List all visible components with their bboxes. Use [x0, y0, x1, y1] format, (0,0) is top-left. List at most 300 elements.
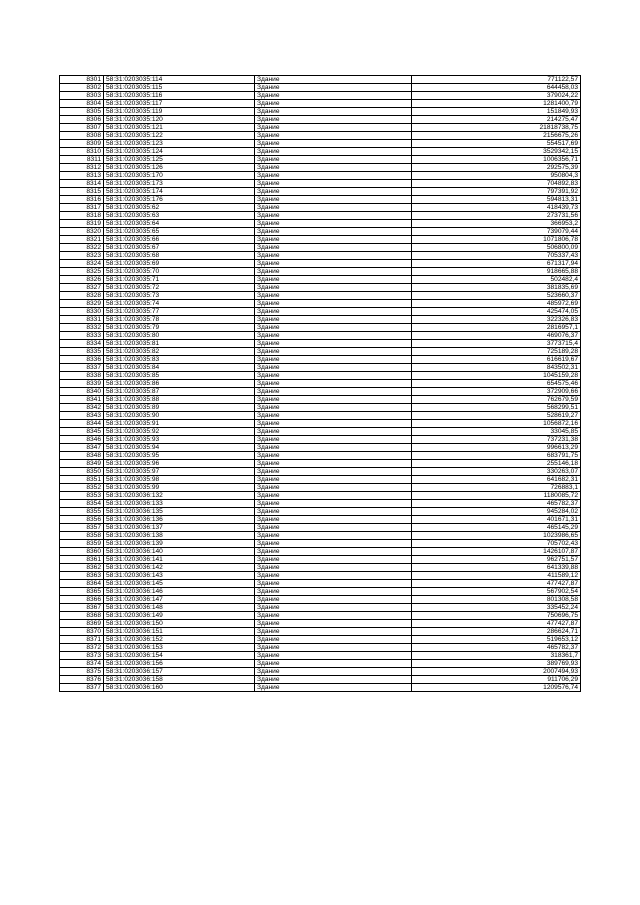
cadastral-value-cell: 21818738,75: [412, 124, 581, 132]
row-number-cell: 8345: [60, 428, 104, 436]
cadastral-value-cell: 750696,75: [412, 612, 581, 620]
table-row: [60, 116, 581, 124]
table-row: [60, 356, 581, 364]
cadastral-value-cell: 528619,27: [412, 412, 581, 420]
cadastral-number-cell: 58:31:0203035:115: [104, 84, 255, 92]
cadastral-value-cell: 523660,37: [412, 292, 581, 300]
cadastral-value-cell: 477427,87: [412, 580, 581, 588]
cadastral-number-cell: 58:31:0203035:117: [104, 100, 255, 108]
cadastral-number-cell: 58:31:0203035:78: [104, 316, 255, 324]
row-number-cell: 8377: [60, 684, 104, 692]
cadastral-value-cell: 255146,18: [412, 460, 581, 468]
table-row: [60, 500, 581, 508]
cadastral-number-cell: 58:31:0203036:140: [104, 548, 255, 556]
table-row: [60, 100, 581, 108]
cadastral-value-cell: 1023986,65: [412, 532, 581, 540]
object-type-cell: Здание: [255, 604, 412, 612]
cadastral-value-cell: 762679,59: [412, 396, 581, 404]
cadastral-number-cell: 58:31:0203036:137: [104, 524, 255, 532]
cadastral-number-cell: 58:31:0203035:176: [104, 196, 255, 204]
table-row: [60, 444, 581, 452]
table-row: [60, 628, 581, 636]
cadastral-number-cell: 58:31:0203036:146: [104, 588, 255, 596]
cadastral-number-cell: 58:31:0203035:73: [104, 292, 255, 300]
table-row: [60, 436, 581, 444]
cadastral-value-cell: 918665,88: [412, 268, 581, 276]
object-type-cell: Здание: [255, 580, 412, 588]
object-type-cell: Здание: [255, 644, 412, 652]
table-row: [60, 292, 581, 300]
row-number-cell: 8329: [60, 300, 104, 308]
object-type-cell: Здание: [255, 452, 412, 460]
row-number-cell: 8340: [60, 388, 104, 396]
row-number-cell: 8354: [60, 500, 104, 508]
object-type-cell: Здание: [255, 164, 412, 172]
object-type-cell: Здание: [255, 236, 412, 244]
cadastral-number-cell: 58:31:0203036:156: [104, 660, 255, 668]
cadastral-number-cell: 58:31:0203036:150: [104, 620, 255, 628]
row-number-cell: 8336: [60, 356, 104, 364]
cadastral-value-cell: 705337,43: [412, 252, 581, 260]
cadastral-number-cell: 58:31:0203035:82: [104, 348, 255, 356]
cadastral-value-cell: 1180085,72: [412, 492, 581, 500]
object-type-cell: Здание: [255, 124, 412, 132]
object-type-cell: Здание: [255, 372, 412, 380]
row-number-cell: 8375: [60, 668, 104, 676]
cadastral-number-cell: 58:31:0203035:83: [104, 356, 255, 364]
cadastral-value-cell: 366953,2: [412, 220, 581, 228]
object-type-cell: Здание: [255, 180, 412, 188]
row-number-cell: 8364: [60, 580, 104, 588]
object-type-cell: Здание: [255, 140, 412, 148]
cadastral-value-cell: 1426107,87: [412, 548, 581, 556]
cadastral-number-cell: 58:31:0203036:158: [104, 676, 255, 684]
table-row: [60, 220, 581, 228]
cadastral-value-cell: 3773715,4: [412, 340, 581, 348]
table-row: [60, 380, 581, 388]
row-number-cell: 8331: [60, 316, 104, 324]
row-number-cell: 8333: [60, 332, 104, 340]
object-type-cell: Здание: [255, 196, 412, 204]
table-row: [60, 92, 581, 100]
cadastral-number-cell: 58:31:0203035:91: [104, 420, 255, 428]
object-type-cell: Здание: [255, 508, 412, 516]
object-type-cell: Здание: [255, 556, 412, 564]
row-number-cell: 8319: [60, 220, 104, 228]
cadastral-number-cell: 58:31:0203035:114: [104, 76, 255, 84]
cadastral-number-cell: 58:31:0203035:120: [104, 116, 255, 124]
object-type-cell: Здание: [255, 652, 412, 660]
row-number-cell: 8313: [60, 172, 104, 180]
table-row: [60, 364, 581, 372]
cadastral-number-cell: 58:31:0203036:148: [104, 604, 255, 612]
row-number-cell: 8359: [60, 540, 104, 548]
object-type-cell: Здание: [255, 284, 412, 292]
object-type-cell: Здание: [255, 476, 412, 484]
row-number-cell: 8370: [60, 628, 104, 636]
cadastral-number-cell: 58:31:0203035:63: [104, 212, 255, 220]
object-type-cell: Здание: [255, 308, 412, 316]
object-type-cell: Здание: [255, 348, 412, 356]
object-type-cell: Здание: [255, 204, 412, 212]
object-type-cell: Здание: [255, 276, 412, 284]
row-number-cell: 8307: [60, 124, 104, 132]
row-number-cell: 8351: [60, 476, 104, 484]
cadastral-number-cell: 58:31:0203035:79: [104, 324, 255, 332]
cadastral-value-cell: 2156675,26: [412, 132, 581, 140]
cadastral-value-cell: 1045159,28: [412, 372, 581, 380]
row-number-cell: 8341: [60, 396, 104, 404]
cadastral-number-cell: 58:31:0203035:74: [104, 300, 255, 308]
cadastral-value-cell: 381835,69: [412, 284, 581, 292]
cadastral-number-cell: 58:31:0203035:66: [104, 236, 255, 244]
row-number-cell: 8348: [60, 452, 104, 460]
object-type-cell: Здание: [255, 596, 412, 604]
table-row: [60, 524, 581, 532]
cadastral-number-cell: 58:31:0203035:116: [104, 92, 255, 100]
cadastral-number-cell: 58:31:0203036:132: [104, 492, 255, 500]
cadastral-value-cell: 950804,3: [412, 172, 581, 180]
table-row: [60, 284, 581, 292]
cadastral-number-cell: 58:31:0203035:80: [104, 332, 255, 340]
cadastral-value-cell: 214275,47: [412, 116, 581, 124]
row-number-cell: 8372: [60, 644, 104, 652]
cadastral-number-cell: 58:31:0203035:62: [104, 204, 255, 212]
row-number-cell: 8327: [60, 284, 104, 292]
cadastral-value-cell: 33045,85: [412, 428, 581, 436]
cadastral-value-cell: 425474,05: [412, 308, 581, 316]
cadastral-number-cell: 58:31:0203035:64: [104, 220, 255, 228]
object-type-cell: Здание: [255, 668, 412, 676]
cadastral-value-cell: 286624,71: [412, 628, 581, 636]
table-row: [60, 372, 581, 380]
table-row: [60, 196, 581, 204]
cadastral-value-cell: 683791,75: [412, 452, 581, 460]
cadastral-value-cell: 962751,57: [412, 556, 581, 564]
cadastral-number-cell: 58:31:0203035:119: [104, 108, 255, 116]
table-row: [60, 580, 581, 588]
table-row: [60, 652, 581, 660]
cadastral-value-cell: 273731,56: [412, 212, 581, 220]
cadastral-value-cell: 3529342,15: [412, 148, 581, 156]
row-number-cell: 8309: [60, 140, 104, 148]
table-row: [60, 148, 581, 156]
object-type-cell: Здание: [255, 300, 412, 308]
cadastral-value-cell: 554517,69: [412, 140, 581, 148]
row-number-cell: 8311: [60, 156, 104, 164]
row-number-cell: 8342: [60, 404, 104, 412]
cadastral-number-cell: 58:31:0203035:121: [104, 124, 255, 132]
row-number-cell: 8304: [60, 100, 104, 108]
table-row: [60, 236, 581, 244]
table-row: [60, 276, 581, 284]
object-type-cell: Здание: [255, 412, 412, 420]
table-row: [60, 108, 581, 116]
table-row: [60, 396, 581, 404]
table-row: [60, 612, 581, 620]
table-row: [60, 428, 581, 436]
table-row: [60, 484, 581, 492]
table-row: [60, 404, 581, 412]
cadastral-value-cell: 330263,07: [412, 468, 581, 476]
cadastral-value-cell: 737231,38: [412, 436, 581, 444]
table-row: [60, 124, 581, 132]
row-number-cell: 8310: [60, 148, 104, 156]
row-number-cell: 8357: [60, 524, 104, 532]
row-number-cell: 8350: [60, 468, 104, 476]
table-row: [60, 164, 581, 172]
object-type-cell: Здание: [255, 444, 412, 452]
cadastral-number-cell: 58:31:0203035:170: [104, 172, 255, 180]
cadastral-value-cell: 568299,51: [412, 404, 581, 412]
object-type-cell: Здание: [255, 76, 412, 84]
row-number-cell: 8346: [60, 436, 104, 444]
object-type-cell: Здание: [255, 676, 412, 684]
cadastral-number-cell: 58:31:0203035:87: [104, 388, 255, 396]
table-row: [60, 388, 581, 396]
row-number-cell: 8343: [60, 412, 104, 420]
cadastral-value-cell: 641339,88: [412, 564, 581, 572]
cadastral-value-cell: 641682,31: [412, 476, 581, 484]
table-row: [60, 660, 581, 668]
object-type-cell: Здание: [255, 100, 412, 108]
cadastral-number-cell: 58:31:0203035:90: [104, 412, 255, 420]
cadastral-number-cell: 58:31:0203035:69: [104, 260, 255, 268]
table-row: [60, 316, 581, 324]
object-type-cell: Здание: [255, 380, 412, 388]
table-row: [60, 76, 581, 84]
cadastral-value-cell: 567902,54: [412, 588, 581, 596]
cadastral-value-cell: 726883,1: [412, 484, 581, 492]
cadastral-number-cell: 58:31:0203036:143: [104, 572, 255, 580]
cadastral-value-cell: 2007494,93: [412, 668, 581, 676]
cadastral-number-cell: 58:31:0203035:77: [104, 308, 255, 316]
cadastral-number-cell: 58:31:0203036:139: [104, 540, 255, 548]
cadastral-number-cell: 58:31:0203036:151: [104, 628, 255, 636]
row-number-cell: 8323: [60, 252, 104, 260]
row-number-cell: 8360: [60, 548, 104, 556]
object-type-cell: Здание: [255, 468, 412, 476]
row-number-cell: 8337: [60, 364, 104, 372]
cadastral-number-cell: 58:31:0203036:142: [104, 564, 255, 572]
object-type-cell: Здание: [255, 636, 412, 644]
cadastral-value-cell: 2816957,1: [412, 324, 581, 332]
cadastral-value-cell: 616619,67: [412, 356, 581, 364]
cadastral-value-cell: 335452,24: [412, 604, 581, 612]
cadastral-number-cell: 58:31:0203035:94: [104, 444, 255, 452]
cadastral-value-cell: 1209576,74: [412, 684, 581, 692]
object-type-cell: Здание: [255, 532, 412, 540]
cadastral-value-cell: 705702,43: [412, 540, 581, 548]
cadastral-value-cell: 797391,92: [412, 188, 581, 196]
cadastral-value-cell: 996613,29: [412, 444, 581, 452]
object-type-cell: Здание: [255, 188, 412, 196]
row-number-cell: 8371: [60, 636, 104, 644]
table-row: [60, 676, 581, 684]
cadastral-number-cell: 58:31:0203035:86: [104, 380, 255, 388]
row-number-cell: 8308: [60, 132, 104, 140]
row-number-cell: 8344: [60, 420, 104, 428]
object-type-cell: Здание: [255, 460, 412, 468]
cadastral-value-cell: 519653,12: [412, 636, 581, 644]
row-number-cell: 8368: [60, 612, 104, 620]
cadastral-number-cell: 58:31:0203035:97: [104, 468, 255, 476]
object-type-cell: Здание: [255, 108, 412, 116]
object-type-cell: Здание: [255, 148, 412, 156]
table-row: [60, 212, 581, 220]
object-type-cell: Здание: [255, 228, 412, 236]
object-type-cell: Здание: [255, 92, 412, 100]
cadastral-value-cell: 739079,44: [412, 228, 581, 236]
object-type-cell: Здание: [255, 492, 412, 500]
cadastral-value-cell: 477427,87: [412, 620, 581, 628]
table-row: [60, 252, 581, 260]
cadastral-value-cell: 292575,39: [412, 164, 581, 172]
row-number-cell: 8318: [60, 212, 104, 220]
row-number-cell: 8363: [60, 572, 104, 580]
cadastral-number-cell: 58:31:0203035:89: [104, 404, 255, 412]
object-type-cell: Здание: [255, 84, 412, 92]
table-row: [60, 532, 581, 540]
cadastral-value-cell: 654575,46: [412, 380, 581, 388]
row-number-cell: 8305: [60, 108, 104, 116]
cadastral-number-cell: 58:31:0203035:122: [104, 132, 255, 140]
cadastral-number-cell: 58:31:0203035:81: [104, 340, 255, 348]
cadastral-value-cell: 502482,4: [412, 276, 581, 284]
row-number-cell: 8362: [60, 564, 104, 572]
object-type-cell: Здание: [255, 516, 412, 524]
cadastral-number-cell: 58:31:0203036:141: [104, 556, 255, 564]
row-number-cell: 8303: [60, 92, 104, 100]
object-type-cell: Здание: [255, 540, 412, 548]
cadastral-value-cell: 389769,93: [412, 660, 581, 668]
cadastral-number-cell: 58:31:0203035:96: [104, 460, 255, 468]
cadastral-number-cell: 58:31:0203035:173: [104, 180, 255, 188]
row-number-cell: 8316: [60, 196, 104, 204]
table-row: [60, 172, 581, 180]
object-type-cell: Здание: [255, 332, 412, 340]
cadastral-value-cell: 945284,02: [412, 508, 581, 516]
cadastral-number-cell: 58:31:0203036:160: [104, 684, 255, 692]
row-number-cell: 8332: [60, 324, 104, 332]
row-number-cell: 8367: [60, 604, 104, 612]
row-number-cell: 8321: [60, 236, 104, 244]
cadastral-value-cell: 644458,03: [412, 84, 581, 92]
table-row: [60, 260, 581, 268]
object-type-cell: Здание: [255, 116, 412, 124]
table-row: [60, 668, 581, 676]
table-row: [60, 476, 581, 484]
table-row: [60, 468, 581, 476]
object-type-cell: Здание: [255, 428, 412, 436]
cadastral-value-cell: 843502,31: [412, 364, 581, 372]
cadastral-number-cell: 58:31:0203036:133: [104, 500, 255, 508]
table-row: [60, 420, 581, 428]
cadastral-number-cell: 58:31:0203036:157: [104, 668, 255, 676]
row-number-cell: 8356: [60, 516, 104, 524]
row-number-cell: 8353: [60, 492, 104, 500]
cadastral-value-cell: 771122,57: [412, 76, 581, 84]
cadastral-number-cell: 58:31:0203036:152: [104, 636, 255, 644]
cadastral-number-cell: 58:31:0203035:174: [104, 188, 255, 196]
cadastral-value-cell: 469076,37: [412, 332, 581, 340]
table-row: [60, 636, 581, 644]
object-type-cell: Здание: [255, 620, 412, 628]
cadastral-value-cell: 151849,93: [412, 108, 581, 116]
row-number-cell: 8322: [60, 244, 104, 252]
object-type-cell: Здание: [255, 260, 412, 268]
table-row: [60, 564, 581, 572]
row-number-cell: 8369: [60, 620, 104, 628]
row-number-cell: 8365: [60, 588, 104, 596]
object-type-cell: Здание: [255, 404, 412, 412]
cadastral-value-cell: 801308,58: [412, 596, 581, 604]
object-type-cell: Здание: [255, 564, 412, 572]
cadastral-number-cell: 58:31:0203036:135: [104, 508, 255, 516]
row-number-cell: 8306: [60, 116, 104, 124]
cadastral-value-cell: 318361,7: [412, 652, 581, 660]
cadastral-value-table: [59, 75, 581, 692]
row-number-cell: 8325: [60, 268, 104, 276]
cadastral-number-cell: 58:31:0203035:124: [104, 148, 255, 156]
cadastral-number-cell: 58:31:0203036:136: [104, 516, 255, 524]
cadastral-value-cell: 594813,31: [412, 196, 581, 204]
object-type-cell: Здание: [255, 436, 412, 444]
table-row: [60, 684, 581, 692]
table-row: [60, 156, 581, 164]
cadastral-value-cell: 1006356,71: [412, 156, 581, 164]
row-number-cell: 8366: [60, 596, 104, 604]
row-number-cell: 8347: [60, 444, 104, 452]
cadastral-number-cell: 58:31:0203035:98: [104, 476, 255, 484]
cadastral-value-cell: 911706,29: [412, 676, 581, 684]
object-type-cell: Здание: [255, 364, 412, 372]
object-type-cell: Здание: [255, 500, 412, 508]
object-type-cell: Здание: [255, 420, 412, 428]
cadastral-number-cell: 58:31:0203035:67: [104, 244, 255, 252]
cadastral-value-cell: 465145,29: [412, 524, 581, 532]
row-number-cell: 8373: [60, 652, 104, 660]
row-number-cell: 8334: [60, 340, 104, 348]
object-type-cell: Здание: [255, 244, 412, 252]
table-row: [60, 308, 581, 316]
table-row: [60, 132, 581, 140]
cadastral-value-cell: 401671,31: [412, 516, 581, 524]
row-number-cell: 8315: [60, 188, 104, 196]
table-row: [60, 412, 581, 420]
table-row: [60, 84, 581, 92]
object-type-cell: Здание: [255, 212, 412, 220]
cadastral-number-cell: 58:31:0203035:99: [104, 484, 255, 492]
table-row: [60, 348, 581, 356]
cadastral-value-cell: 506800,09: [412, 244, 581, 252]
cadastral-number-cell: 58:31:0203035:72: [104, 284, 255, 292]
cadastral-value-cell: 379024,22: [412, 92, 581, 100]
table-row: [60, 492, 581, 500]
table-row: [60, 324, 581, 332]
cadastral-value-cell: 671317,94: [412, 260, 581, 268]
row-number-cell: 8335: [60, 348, 104, 356]
object-type-cell: Здание: [255, 548, 412, 556]
object-type-cell: Здание: [255, 268, 412, 276]
cadastral-value-cell: 1071806,78: [412, 236, 581, 244]
table-row: [60, 140, 581, 148]
cadastral-number-cell: 58:31:0203035:85: [104, 372, 255, 380]
cadastral-number-cell: 58:31:0203036:147: [104, 596, 255, 604]
object-type-cell: Здание: [255, 220, 412, 228]
cadastral-value-cell: 1281400,79: [412, 100, 581, 108]
row-number-cell: 8317: [60, 204, 104, 212]
